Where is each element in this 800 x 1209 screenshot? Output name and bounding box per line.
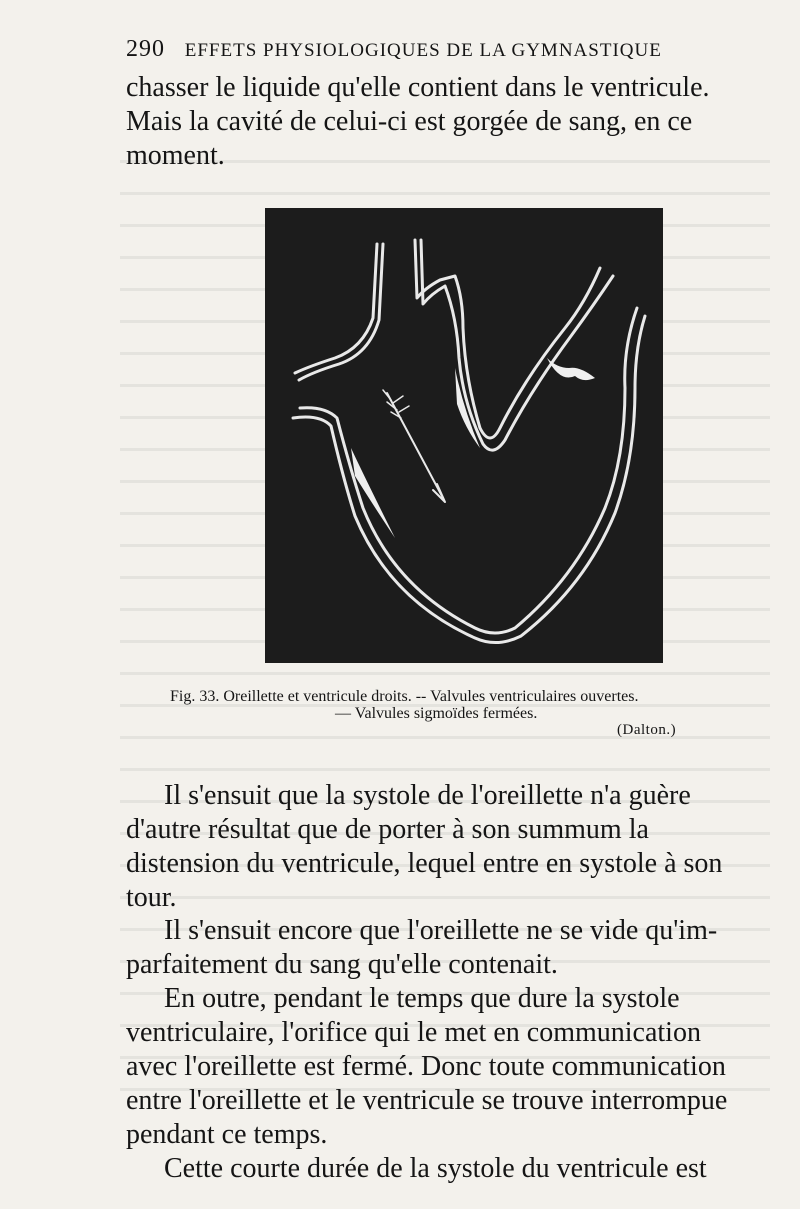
- text-line: moment.: [126, 140, 225, 171]
- heart-figure: [265, 208, 663, 663]
- text-line: d'autre résultat que de porter à son summum la: [126, 814, 649, 845]
- heart-illustration: [265, 208, 663, 663]
- ventricle-outer-wall: [300, 308, 637, 633]
- figure-caption-line-2: — Valvules sigmoïdes fermées.: [335, 705, 538, 722]
- atrium-wall-left: [295, 244, 377, 373]
- text-line: Il s'ensuit encore que l'oreillette ne se vide qu'im-: [164, 915, 718, 946]
- text-line: entre l'oreillette et le ventricule se trouve interrompue: [126, 1085, 728, 1116]
- text-line: avec l'oreillette est fermé. Donc toute communication: [126, 1051, 726, 1082]
- text-line: distension du ventricule, lequel entre en systole à son: [126, 848, 723, 879]
- text-line: ventriculaire, l'orifice qui le met en communication: [126, 1017, 701, 1048]
- text-line: Il s'ensuit que la systole de l'oreillette n'a guère: [164, 780, 691, 811]
- running-header: [126, 36, 726, 63]
- text-line: Mais la cavité de celui-ci est gorgée de sang, en ce: [126, 106, 693, 137]
- text-line: pendant ce temps.: [126, 1119, 328, 1150]
- text-line: parfaitement du sang qu'elle contenait.: [126, 949, 558, 980]
- text-line: En outre, pendant le temps que dure la systole: [164, 983, 680, 1014]
- figure-caption-line-1: Fig. 33. Oreillette et ventricule droits. -- Valvules ventriculaires ouvertes.: [170, 688, 639, 705]
- figure-credit: (Dalton.): [617, 722, 677, 738]
- text-line: chasser le liquide qu'elle contient dans le ventricule.: [126, 72, 710, 103]
- page-number: 290: [126, 36, 165, 62]
- text-line: Cette courte durée de la systole du ventricule est: [164, 1153, 707, 1184]
- text-line: tour.: [126, 882, 177, 913]
- septum-line: [415, 240, 600, 438]
- running-title: EFFETS PHYSIOLOGIQUES DE LA GYMNASTIQUE: [184, 40, 662, 61]
